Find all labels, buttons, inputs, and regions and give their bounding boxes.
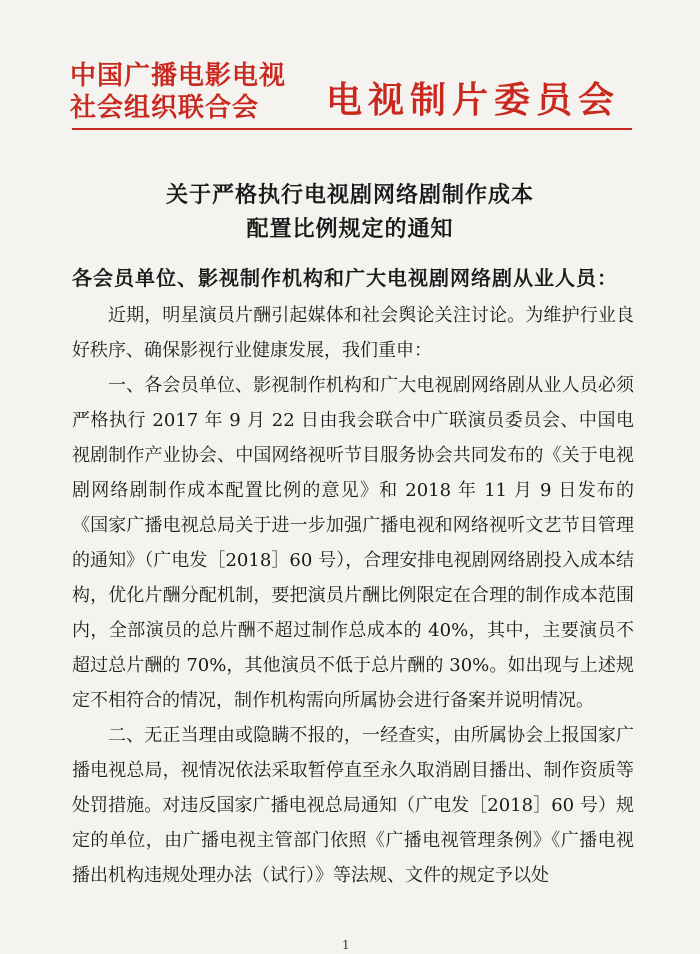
paragraph-one: 一、各会员单位、影视制作机构和广大电视剧网络剧从业人员必须严格执行 2017 年 9 月 22 日由我会联合中广联演员委员会、中国电视剧制作产业协会、中国网络视听节目服务协会共同发布的《关于电视剧网络剧制作成本配置比例的意见》和 2018 年 11 月 9 日发布的《国家广播电视总局关于进一步加强广播电视和网络视听文艺节目管理的通知》（广电发［2018］60 号），合理安排电视剧网络剧投入成本结构，优化片酬分配机制，要把演员片酬比例限定在合理的制作成本范围内，全部演员的总片酬不超过制作总成本的 40%，其中，主要演员不超过总片酬的 70%，其他演员不低于总片酬的 30%。如出现与上述规定不相符合的情况，制作机构需向所属协会进行备案并说明情况。 — [72, 375, 634, 711]
document-title-line1: 关于严格执行电视剧网络剧制作成本 — [165, 183, 534, 208]
salutation: 各会员单位、影视制作机构和广大电视剧网络剧从业人员： — [72, 266, 618, 290]
letterhead-org-line1: 中国广播电影电视 — [70, 61, 287, 91]
document-body — [72, 298, 634, 893]
document-title-line2: 配置比例规定的通知 — [246, 217, 454, 242]
letterhead-committee: 电视制片委员会 — [326, 79, 621, 121]
letterhead-divider — [72, 128, 632, 130]
letterhead-org — [70, 60, 286, 124]
page-number: 1 — [342, 938, 350, 952]
paragraph-two: 二、无正当理由或隐瞒不报的，一经查实，由所属协会上报国家广播电视总局，视情况依法采取暂停直至永久取消剧目播出、制作资质等处罚措施。对违反国家广播电视总局通知（广电发［2018］60 号）规定的单位，由广播电视主管部门依照《广播电视管理条例》《广播电视播出机构违规处理办法（试行）》等法规、文件的规定予以处 — [72, 725, 634, 886]
paragraph-intro: 近期，明星演员片酬引起媒体和社会舆论关注讨论。为维护行业良好秩序、确保影视行业健康发展，我们重申： — [72, 305, 634, 361]
letterhead-org-line2: 社会组织联合会 — [70, 93, 260, 123]
